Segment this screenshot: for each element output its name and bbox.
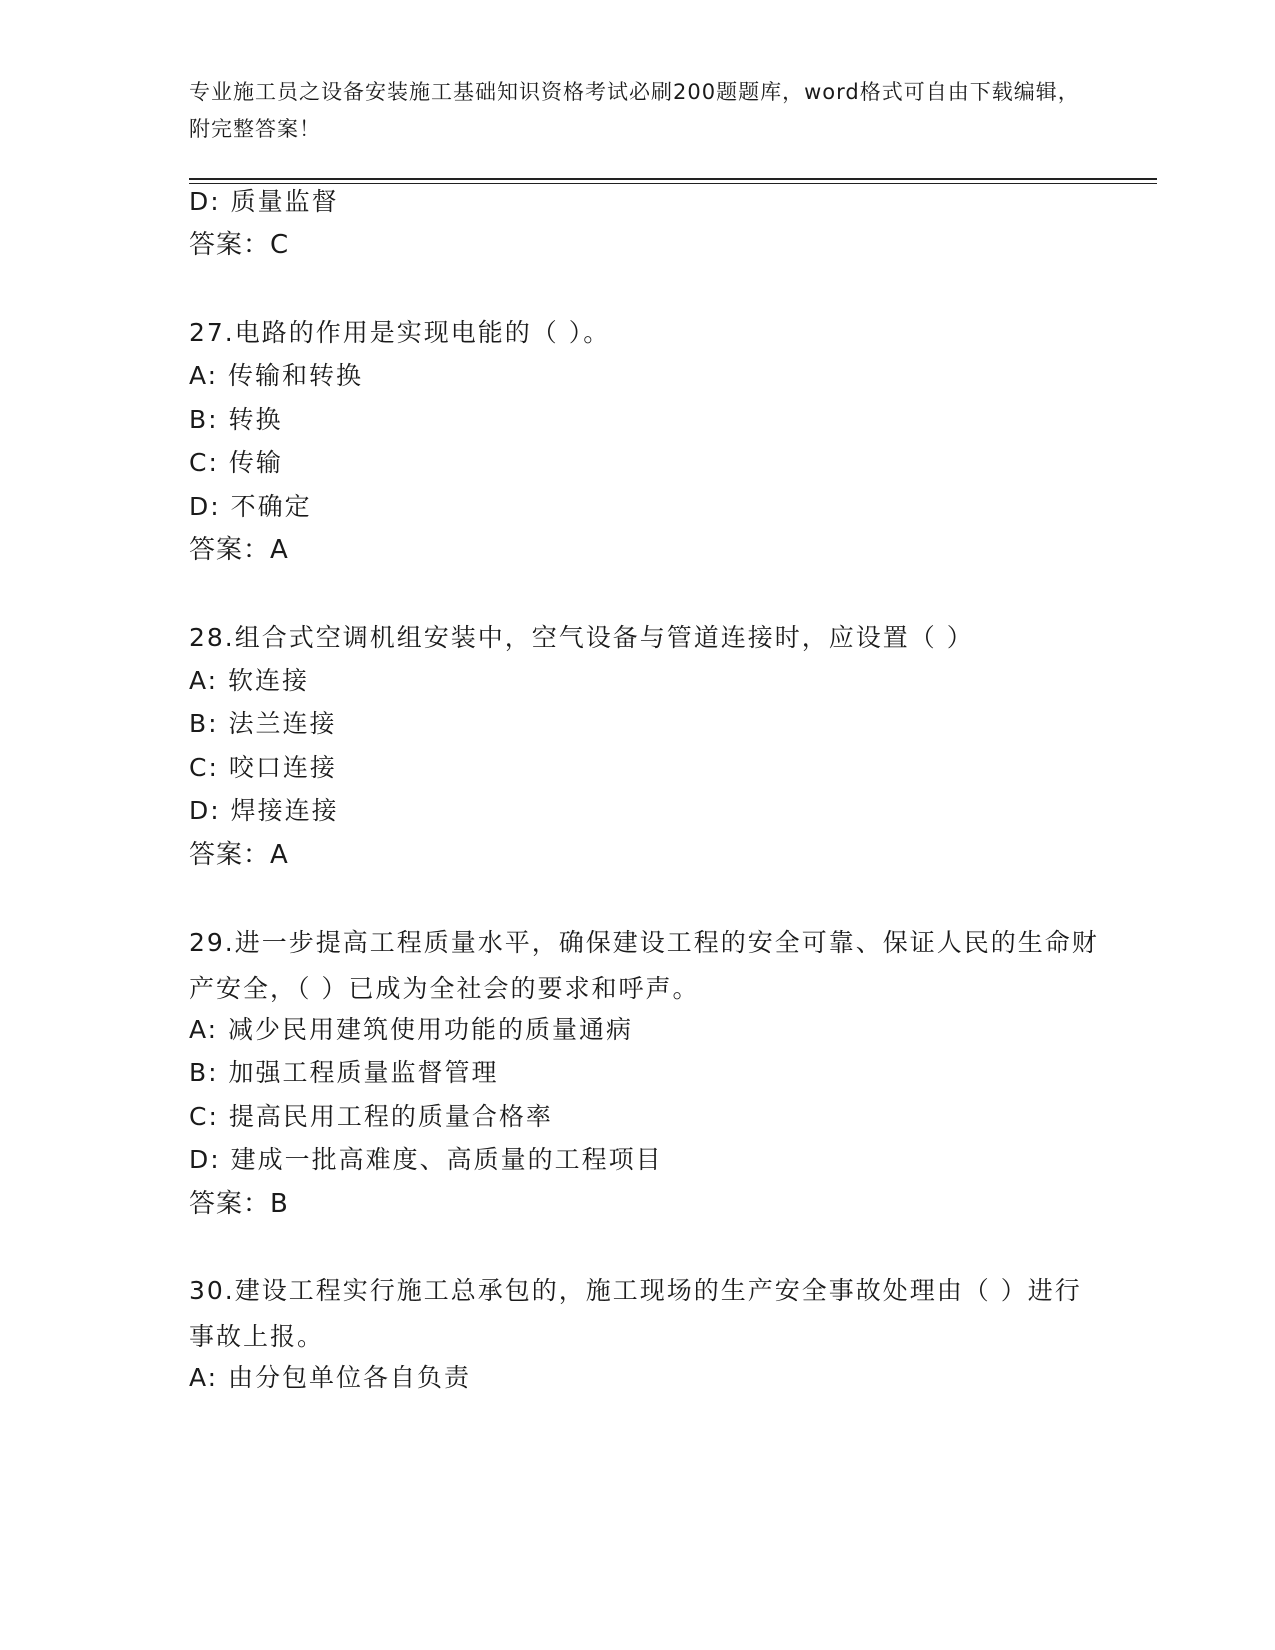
option-b: B: 加强工程质量监督管理 bbox=[189, 1058, 499, 1087]
option-d: D: 焊接连接 bbox=[189, 796, 339, 825]
option-b: B: 转换 bbox=[189, 405, 283, 434]
answer: 答案：A bbox=[189, 840, 289, 870]
option-d: D: 不确定 bbox=[189, 492, 312, 521]
option-c: C: 咬口连接 bbox=[189, 753, 337, 782]
question-28: 28.组合式空调机组安装中，空气设备与管道连接时，应设置（ ） bbox=[189, 623, 974, 652]
option-b: B: 法兰连接 bbox=[189, 709, 337, 738]
answer: 答案：C bbox=[189, 230, 290, 260]
option-c: C: 传输 bbox=[189, 448, 283, 477]
option-a: A: 减少民用建筑使用功能的质量通病 bbox=[189, 1015, 634, 1044]
answer: 答案：B bbox=[189, 1189, 289, 1219]
option-a: A: 软连接 bbox=[189, 666, 310, 695]
header-divider bbox=[189, 178, 1157, 180]
document-header: 专业施工员之设备安装施工基础知识资格考试必刷200题题库，word格式可自由下载编辑，附完整答案！ bbox=[189, 80, 1080, 141]
header-divider-thin bbox=[189, 183, 1157, 184]
option-a: A: 由分包单位各自负责 bbox=[189, 1363, 472, 1392]
option-d: D: 质量监督 bbox=[189, 187, 339, 216]
question-27: 27.电路的作用是实现电能的（ ）。 bbox=[189, 318, 611, 347]
answer: 答案：A bbox=[189, 535, 289, 565]
question-30: 30.建设工程实行施工总承包的，施工现场的生产安全事故处理由（ ）进行事故上报。 bbox=[189, 1276, 1082, 1351]
option-c: C: 提高民用工程的质量合格率 bbox=[189, 1102, 553, 1131]
option-a: A: 传输和转换 bbox=[189, 361, 364, 390]
question-29: 29.进一步提高工程质量水平，确保建设工程的安全可靠、保证人民的生命财产安全，（ ）已成为全社会的要求和呼声。 bbox=[189, 928, 1099, 1003]
option-d: D: 建成一批高难度、高质量的工程项目 bbox=[189, 1145, 663, 1174]
